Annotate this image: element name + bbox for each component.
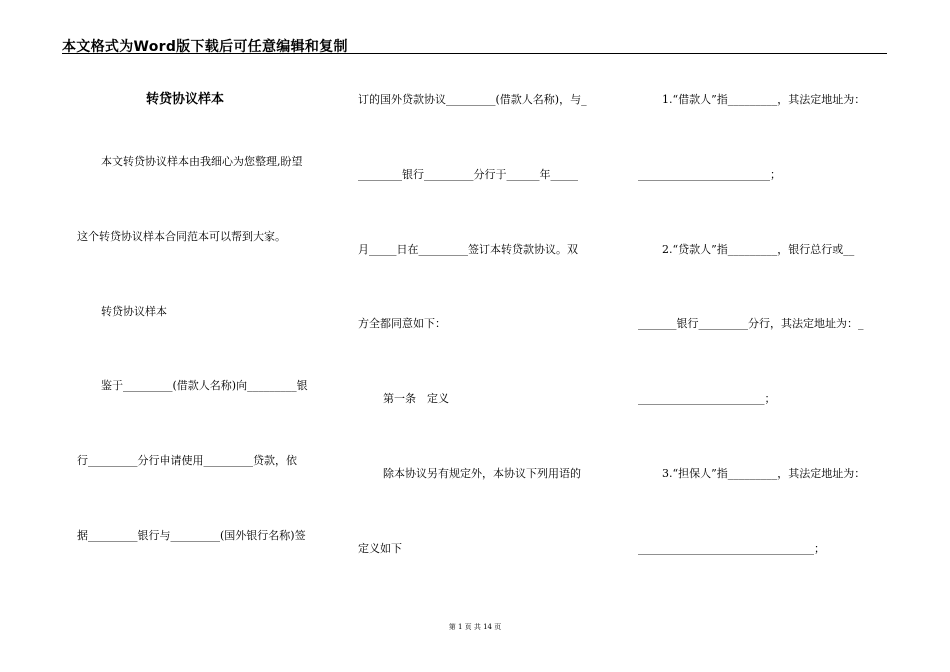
text-line: 本文转贷协议样本由我细心为您整理,盼望	[101, 155, 303, 168]
text-line: 3.“担保人”指_________，其法定地址为：	[662, 467, 866, 480]
text-line: 方全都同意如下：	[358, 317, 446, 330]
text-line: ________________________；	[638, 168, 781, 181]
article-heading: 第一条 定义	[383, 392, 449, 405]
text-line: 2.“贷款人”指_________，银行总行或__	[662, 243, 855, 256]
document-title: 转贷协议样本	[146, 92, 225, 107]
page-footer: 第 1 页 共 14 页	[448, 623, 502, 631]
page-header: 本文格式为Word版下载后可任意编辑和复制	[62, 39, 348, 55]
header-divider	[62, 53, 887, 54]
text-line: 鉴于_________(借款人名称)向_________银	[101, 379, 308, 392]
text-line: 1.“借款人”指_________，其法定地址为：	[662, 93, 866, 106]
text-line: 月_____日在_________签订本转贷款协议。双	[358, 243, 578, 256]
text-line: ________银行_________分行于______年_____	[358, 168, 578, 181]
text-line: _______银行_________分行，其法定地址为：_	[638, 317, 864, 330]
text-line: ________________________________；	[638, 542, 825, 555]
text-line: 据_________银行与_________(国外银行名称)签	[77, 529, 306, 542]
text-line: _______________________；	[638, 392, 776, 405]
text-line: 这个转贷协议样本合同范本可以帮到大家。	[77, 230, 286, 243]
section-heading: 转贷协议样本	[101, 305, 167, 318]
text-line: 订的国外贷款协议_________(借款人名称)，与_	[358, 93, 587, 106]
text-line: 定义如下	[358, 542, 402, 555]
text-line: 除本协议另有规定外，本协议下列用语的	[383, 467, 581, 480]
text-line: 行_________分行申请使用_________贷款，依	[77, 454, 297, 467]
